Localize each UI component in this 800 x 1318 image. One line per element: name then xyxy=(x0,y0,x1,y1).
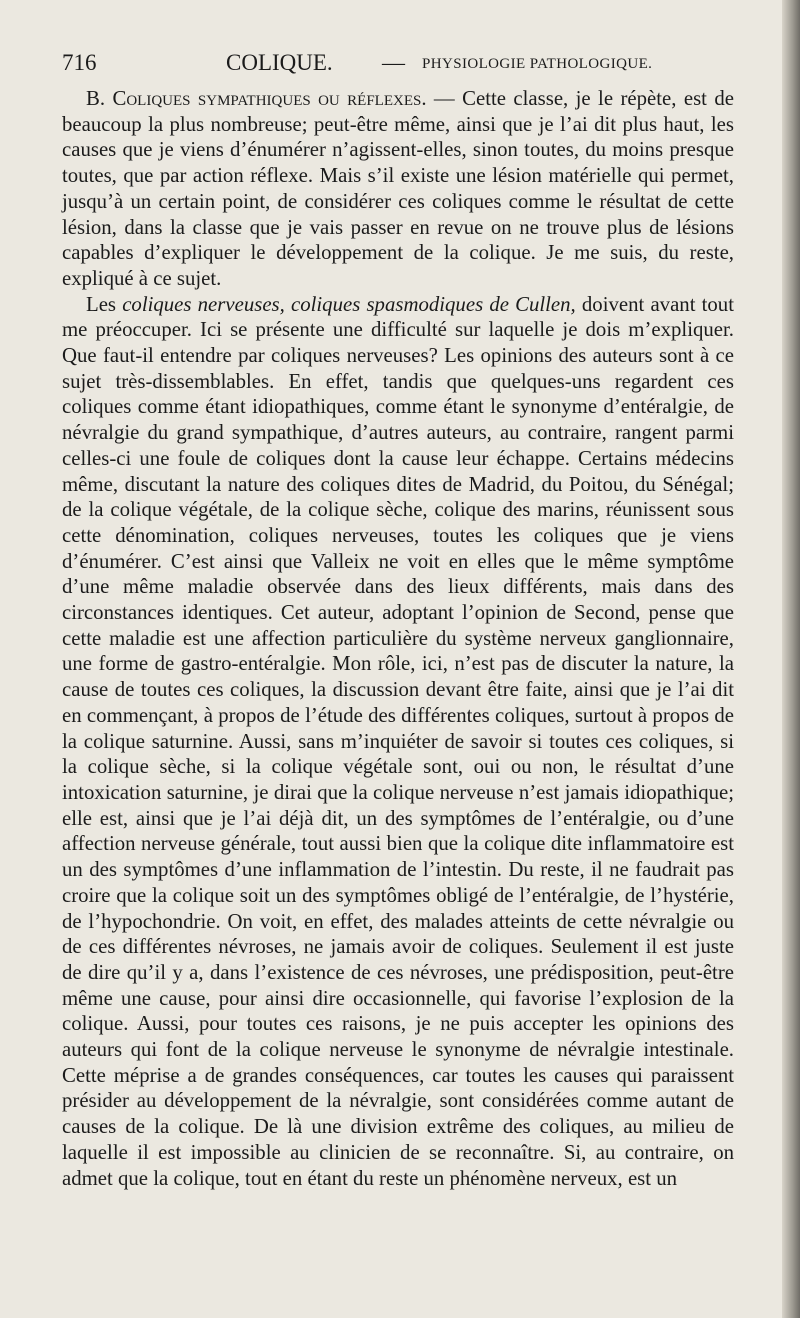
page-edge-shadow xyxy=(782,0,800,1318)
paragraph-text: doivent avant tout me préoccuper. Ici se présente une difficulté sur laquelle je dois m’expliquer. Que faut-il entendre par coliques nerveuses? Les opinions des auteurs sont à ce sujet très-dissemblables. En effet, tandis que quelques-uns regardent ces coliques comme étant idiopathiques, comme étant le synonyme d’entéralgie, de névralgie du grand sympathique, d’autres auteurs, au contraire, rangent parmi celles-ci une foule de coliques dont la cause leur échappe. Certains médecins même, discutant la nature des coliques dites de Madrid, du Poitou, du Sénégal; de la colique végétale, de la colique sèche, colique des marins, réunissent sous cette dénomination, coliques nerveuses, toutes les coliques que je viens d’énumérer. C’est ainsi que Valleix ne voit en elles que le même symptôme d’une même maladie observée dans des lieux différents, mais dans des circonstances identiques. Cet auteur, adoptant l’opinion de Second, pense que cette maladie est une affection particulière du système nerveux ganglionnaire, une forme de gastro-entéralgie. Mon rôle, ici, n’est pas de discuter la nature, la cause de toutes ces coliques, la discussion devant être faite, ainsi que je l’ai dit en commençant, à propos de l’étude des différentes coliques, surtout à propos de la colique saturnine. Aussi, sans m’inquiéter de savoir si toutes ces coliques, si la colique sèche, si la colique végétale sont, oui ou non, le résultat d’une intoxication saturnine, je dirai que la colique nerveuse n’est jamais idiopathique; elle est, ainsi que je l’ai déjà dit, un des symptômes de l’entéralgie, ou d’une affection nerveuse générale, tout aussi bien que la colique dite inflammatoire est un des symptômes d’une inflammation de l’intestin. Du reste, il ne faudrait pas croire que la colique soit un des symptômes obligé de l’entéralgie, de l’hystérie, de l’hypochondrie. On voit, en effet, des malades atteints de cette névralgie ou de ces différentes névroses, ne jamais avoir de coliques. Seulement il est juste de dire qu’il y a, dans l’existence de ces névroses, une prédisposition, peut-être même une cause, pour ainsi dire occasionnelle, qui favorise l’explosion de la colique. Aussi, pour toutes ces raisons, je ne puis accepter les opinions des auteurs qui font de la colique nerveuse le synonyme de névralgie intestinale. Cette méprise a de grandes conséquences, car toutes les causes qui paraissent présider au développement de la névralgie, sont considérées comme autant de causes de la colique. De là une division extrême des coliques, au milieu de laquelle il est impossible au clinicien de se reconnaître. Si, au contraire, on admet que la colique, tout en étant du reste un phénomène nerveux, est un xyxy=(62,292,734,1190)
paragraph-text: — Cette classe, je le répète, est de beaucoup la plus nombreuse; peut-être même, ainsi que je l’ai dit plus haut, les causes que je viens d’énumérer n’agissent-elles, sinon toutes, du moins presque toutes, que par action réflexe. Mais s’il existe une lésion matérielle qui permet, jusqu’à un certain point, de considérer ces coliques comme le résultat de cette lésion, dans la classe que je vais passer en revue on ne trouve plus de lésions capables d’expliquer le développement de la colique. Je me suis, du reste, expliqué à ce sujet. xyxy=(62,87,734,290)
paragraph-nervous-colics xyxy=(62,292,734,1192)
running-head-dash: — xyxy=(382,50,405,75)
running-head-title: COLIQUE. xyxy=(226,50,333,75)
section-heading: Coliques sympathiques ou réflexes. xyxy=(112,87,427,110)
paragraph-reflex-colics xyxy=(62,86,734,292)
paragraph-lead-word: Les xyxy=(86,292,123,316)
running-head-section: PHYSIOLOGIE PATHOLOGIQUE. xyxy=(422,56,653,72)
section-letter: B. xyxy=(86,87,113,110)
page-number: 716 xyxy=(62,50,97,75)
running-head xyxy=(62,48,742,78)
body-text xyxy=(62,86,734,1191)
italic-term: coliques nerveuses, coliques spasmodiques de Cullen, xyxy=(122,292,576,316)
